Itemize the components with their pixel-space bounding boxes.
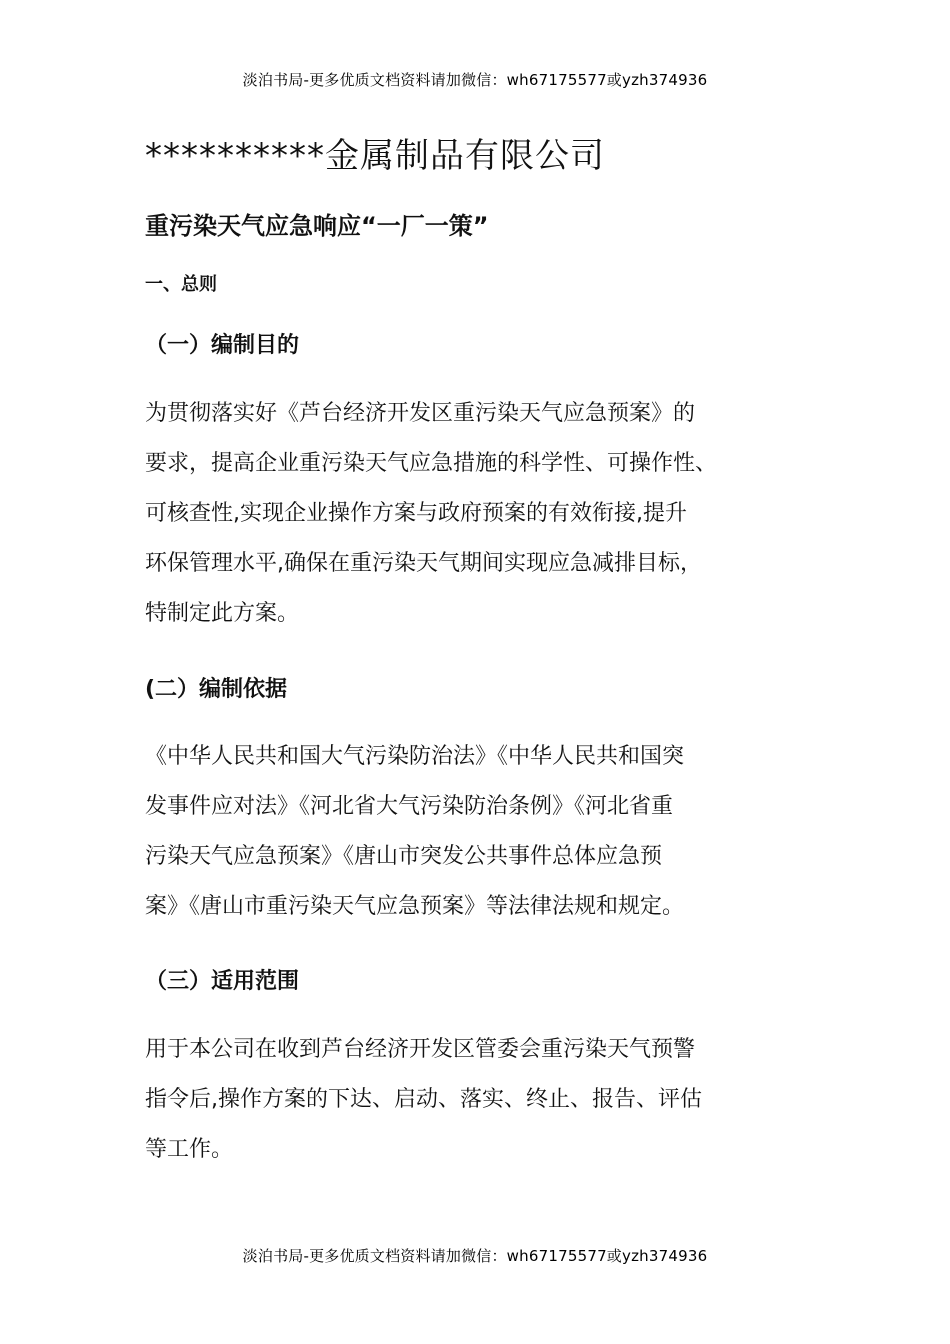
paragraph-scope bbox=[145, 1025, 795, 1175]
footer-watermark-note: 淡泊书局-更多优质文档资料请加微信：wh67175577或yzh374936 bbox=[242, 1247, 708, 1265]
document-subtitle: 重污染天气应急响应“一厂一策” bbox=[145, 212, 489, 240]
paragraph-basis bbox=[145, 732, 795, 932]
subheading-basis: (二）编制依据 bbox=[145, 677, 288, 702]
paragraph-line: 可核查性,实现企业操作方案与政府预案的有效衔接,提升 bbox=[145, 501, 687, 526]
subheading-scope: （三）适用范围 bbox=[145, 969, 300, 994]
paragraph-line: 要求，提高企业重污染天气应急措施的科学性、可操作性、 bbox=[145, 451, 718, 476]
header-watermark-note: 淡泊书局-更多优质文档资料请加微信：wh67175577或yzh374936 bbox=[242, 71, 708, 89]
paragraph-line: 为贯彻落实好《芦台经济开发区重污染天气应急预案》的 bbox=[145, 401, 696, 426]
paragraph-line: 特制定此方案。 bbox=[145, 601, 300, 626]
paragraph-line: 指令后,操作方案的下达、启动、落实、终止、报告、评估 bbox=[145, 1087, 702, 1112]
paragraph-purpose bbox=[145, 389, 795, 639]
paragraph-line: 发事件应对法》《河北省大气污染防治条例》《河北省重 bbox=[145, 794, 674, 819]
paragraph-line: 等工作。 bbox=[145, 1137, 234, 1162]
document-title: **********金属制品有限公司 bbox=[145, 136, 605, 176]
paragraph-line: 环保管理水平,确保在重污染天气期间实现应急减排目标， bbox=[145, 551, 702, 576]
paragraph-line: 污染天气应急预案》《唐山市突发公共事件总体应急预 bbox=[145, 844, 663, 869]
paragraph-line: 用于本公司在收到芦台经济开发区管委会重污染天气预警 bbox=[145, 1037, 696, 1062]
section-heading-general: 一、总则 bbox=[145, 274, 217, 295]
paragraph-line: 案》《唐山市重污染天气应急预案》等法律法规和规定。 bbox=[145, 894, 685, 919]
paragraph-line: 《中华人民共和国大气污染防治法》《中华人民共和国突 bbox=[145, 744, 685, 769]
subheading-purpose: （一）编制目的 bbox=[145, 333, 300, 358]
